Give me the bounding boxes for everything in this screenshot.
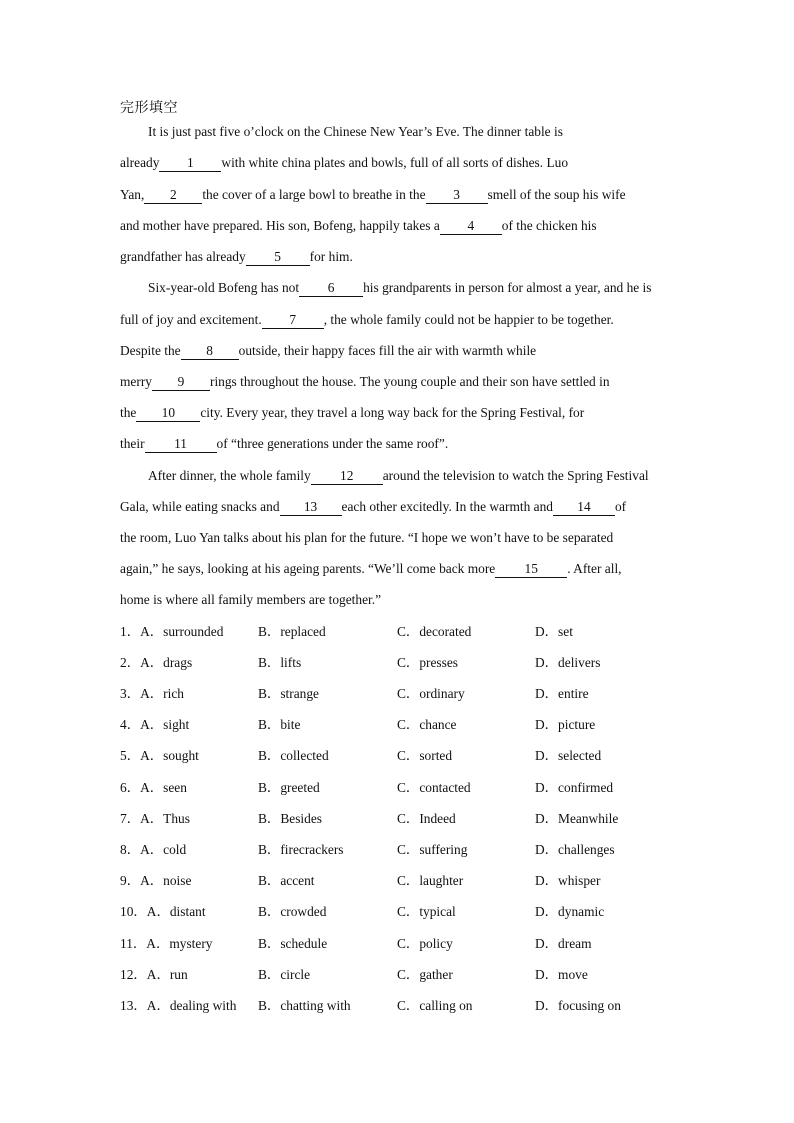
option-c[interactable]: C．contacted	[397, 780, 471, 795]
passage-line	[120, 341, 536, 361]
passage-text: again,” he says, looking at his ageing parents. “We’ll come back more	[120, 561, 496, 576]
passage-text: the room, Luo Yan talks about his plan for the future. “I hope we won’t have to be separated	[120, 530, 614, 545]
passage-line	[120, 185, 626, 205]
option-d[interactable]: D．selected	[535, 748, 602, 763]
passage-text: of	[614, 499, 627, 514]
passage-line	[120, 528, 613, 548]
question-options-13	[120, 996, 680, 1016]
passage-text: the	[120, 405, 137, 420]
blank-11[interactable]: 11	[145, 435, 217, 453]
blank-2[interactable]: 2	[144, 186, 202, 204]
option-b[interactable]: B．accent	[258, 873, 315, 888]
passage-text: the cover of a large bowl to breathe in the	[202, 187, 426, 202]
option-c[interactable]: C．suffering	[397, 842, 468, 857]
option-c[interactable]: C．Indeed	[397, 811, 456, 826]
option-a[interactable]: 12．A．run	[120, 967, 188, 982]
question-options-6	[120, 778, 680, 798]
passage-text: his grandparents in person for almost a year, and he is	[363, 280, 652, 295]
blank-8[interactable]: 8	[181, 342, 239, 360]
question-options-1	[120, 622, 680, 642]
option-b[interactable]: B．greeted	[258, 780, 320, 795]
option-c[interactable]: C．gather	[397, 967, 453, 982]
option-c[interactable]: C．ordinary	[397, 686, 465, 701]
section-heading: 完形填空	[120, 100, 178, 116]
option-c[interactable]: C．policy	[397, 936, 453, 951]
blank-13[interactable]: 13	[280, 498, 342, 516]
option-a[interactable]: 5．A．sought	[120, 748, 199, 763]
option-a[interactable]: 7．A．Thus	[120, 811, 190, 826]
passage-text: city. Every year, they travel a long way back for the Spring Festival, for	[200, 405, 585, 420]
option-d[interactable]: D．dream	[535, 936, 592, 951]
option-b[interactable]: B．schedule	[258, 936, 328, 951]
option-b[interactable]: B．chatting with	[258, 998, 351, 1013]
option-a[interactable]: 6．A．seen	[120, 780, 187, 795]
question-options-12	[120, 965, 680, 985]
passage-text: around the television to watch the Spring Festival	[382, 468, 649, 483]
option-a[interactable]: 10．A．distant	[120, 904, 206, 919]
question-options-9	[120, 871, 680, 891]
option-b[interactable]: B．collected	[258, 748, 329, 763]
passage-text: Despite the	[120, 343, 181, 358]
option-b[interactable]: B．firecrackers	[258, 842, 344, 857]
option-a[interactable]: 9．A．noise	[120, 873, 192, 888]
option-d[interactable]: D．whisper	[535, 873, 601, 888]
option-b[interactable]: B．circle	[258, 967, 311, 982]
passage-line	[120, 310, 614, 330]
passage-text: home is where all family members are together.”	[120, 592, 382, 607]
passage-text: of the chicken his	[501, 218, 597, 233]
passage-text: Yan,	[120, 187, 145, 202]
passage-text: full of joy and excitement.	[120, 312, 262, 327]
option-b[interactable]: B．lifts	[258, 655, 302, 670]
passage-text: with white china plates and bowls, full of all sorts of dishes. Luo	[221, 155, 569, 170]
option-b[interactable]: B．Besides	[258, 811, 322, 826]
option-d[interactable]: D．set	[535, 624, 573, 639]
passage-text: , the whole family could not be happier to be together.	[323, 312, 614, 327]
passage-line	[120, 372, 610, 392]
option-d[interactable]: D．entire	[535, 686, 589, 701]
passage-text: After dinner, the whole family	[148, 468, 311, 483]
passage-text: for him.	[309, 249, 353, 264]
blank-5[interactable]: 5	[246, 248, 310, 266]
passage-text: smell of the soup his wife	[487, 187, 626, 202]
option-c[interactable]: C．chance	[397, 717, 457, 732]
passage-text: already	[120, 155, 160, 170]
option-d[interactable]: D．challenges	[535, 842, 615, 857]
passage-text: grandfather has already	[120, 249, 246, 264]
passage-line	[120, 559, 622, 579]
option-a[interactable]: 1．A．surrounded	[120, 624, 224, 639]
option-a[interactable]: 4．A．sight	[120, 717, 190, 732]
option-b[interactable]: B．replaced	[258, 624, 326, 639]
blank-6[interactable]: 6	[299, 279, 363, 297]
passage-line	[120, 247, 353, 267]
blank-9[interactable]: 9	[152, 373, 210, 391]
question-options-5	[120, 746, 680, 766]
passage-line	[120, 590, 381, 610]
option-a[interactable]: 11．A．mystery	[120, 936, 213, 951]
option-d[interactable]: D．dynamic	[535, 904, 605, 919]
passage-text: It is just past five o’clock on the Chinese New Year’s Eve. The dinner table is	[148, 124, 563, 139]
option-c[interactable]: C．laughter	[397, 873, 464, 888]
option-a[interactable]: 2．A．drags	[120, 655, 193, 670]
passage-text: Gala, while eating snacks and	[120, 499, 280, 514]
passage-line	[148, 278, 652, 298]
option-d[interactable]: D．focusing on	[535, 998, 621, 1013]
option-a[interactable]: 13．A．dealing with	[120, 998, 237, 1013]
passage-text: Six-year-old Bofeng has not	[148, 280, 300, 295]
option-a[interactable]: 8．A．cold	[120, 842, 187, 857]
passage-text: rings throughout the house. The young couple and their son have settled in	[209, 374, 610, 389]
question-options-7	[120, 809, 680, 829]
option-d[interactable]: D．delivers	[535, 655, 601, 670]
passage-text: outside, their happy faces fill the air with warmth while	[238, 343, 537, 358]
passage-text: their	[120, 436, 145, 451]
blank-4[interactable]: 4	[440, 217, 502, 235]
passage-text: merry	[120, 374, 152, 389]
option-c[interactable]: C．decorated	[397, 624, 472, 639]
option-c[interactable]: C．typical	[397, 904, 456, 919]
option-b[interactable]: B．crowded	[258, 904, 327, 919]
question-options-2	[120, 653, 680, 673]
question-options-10	[120, 902, 680, 922]
question-options-4	[120, 715, 680, 735]
blank-10[interactable]: 10	[136, 404, 200, 422]
blank-1[interactable]: 1	[159, 154, 221, 172]
option-a[interactable]: 3．A．rich	[120, 686, 184, 701]
passage-line	[148, 122, 563, 142]
blank-14[interactable]: 14	[553, 498, 615, 516]
passage-text: each other excitedly. In the warmth and	[341, 499, 553, 514]
passage-line	[120, 497, 626, 517]
option-d[interactable]: D．Meanwhile	[535, 811, 619, 826]
option-c[interactable]: C．presses	[397, 655, 458, 670]
passage-text: and mother have prepared. His son, Bofeng, happily takes a	[120, 218, 440, 233]
question-options-11	[120, 934, 680, 954]
option-c[interactable]: C．sorted	[397, 748, 453, 763]
question-options-8	[120, 840, 680, 860]
passage-text: . After all,	[567, 561, 622, 576]
passage-text: of “three generations under the same roof”.	[216, 436, 449, 451]
option-d[interactable]: D．move	[535, 967, 588, 982]
option-c[interactable]: C．calling on	[397, 998, 473, 1013]
blank-15[interactable]: 15	[495, 560, 567, 578]
blank-3[interactable]: 3	[426, 186, 488, 204]
blank-7[interactable]: 7	[262, 311, 324, 329]
option-d[interactable]: D．picture	[535, 717, 596, 732]
question-options-3	[120, 684, 680, 704]
option-d[interactable]: D．confirmed	[535, 780, 614, 795]
option-b[interactable]: B．strange	[258, 686, 319, 701]
passage-line	[120, 216, 597, 236]
passage-line	[120, 434, 448, 454]
blank-12[interactable]: 12	[311, 467, 383, 485]
passage-line	[120, 153, 568, 173]
passage-line	[148, 466, 649, 486]
passage-line	[120, 403, 584, 423]
option-b[interactable]: B．bite	[258, 717, 301, 732]
